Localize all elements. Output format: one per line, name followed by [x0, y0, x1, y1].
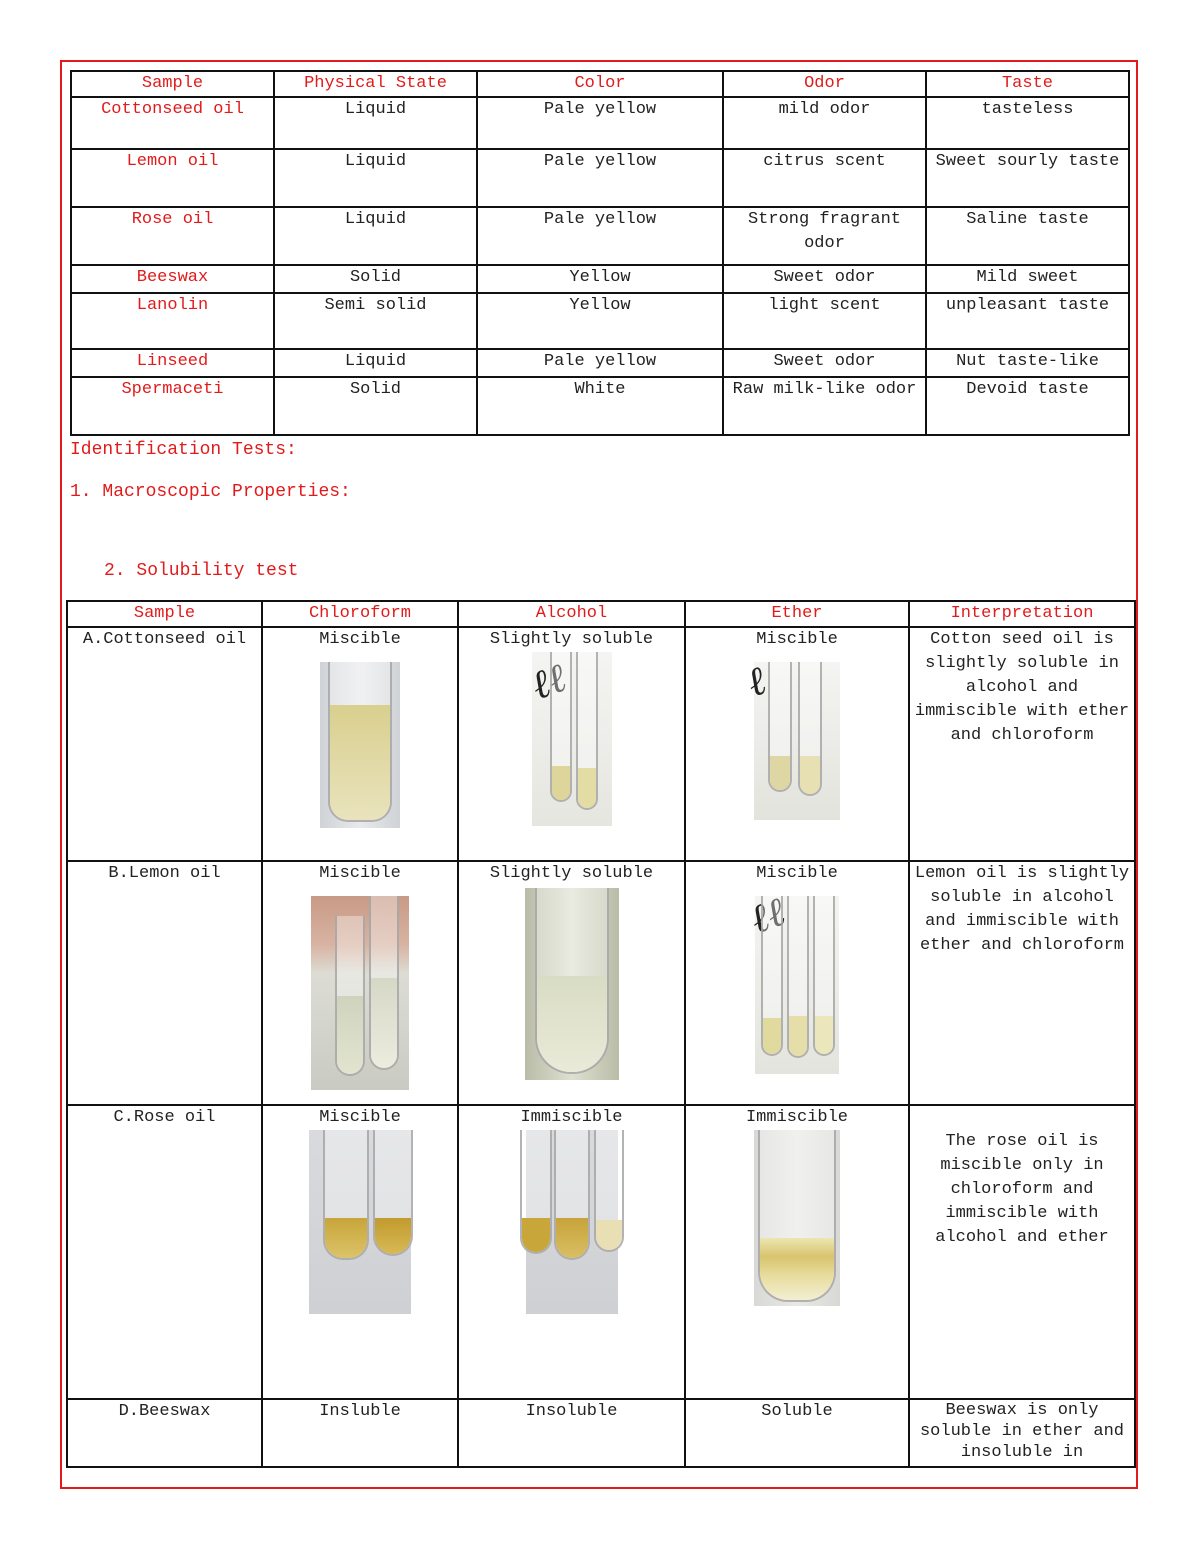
physical-state-cell: Liquid — [274, 149, 477, 207]
test-tube-photo — [744, 888, 839, 1074]
solubility-test-heading: 2. Solubility test — [104, 561, 299, 581]
sample-name: Spermaceti — [71, 377, 274, 435]
test-tube-photo — [525, 888, 619, 1080]
alcohol-result: Immiscible — [520, 1108, 623, 1127]
table-row — [67, 627, 1135, 861]
interpretation-cell: Lemon oil is slightly soluble in alcohol and immiscible with ether and chloroform — [909, 861, 1135, 1105]
header-chloroform: Chloroform — [262, 601, 458, 627]
chloroform-result: Miscible — [319, 864, 401, 883]
handwritten-mark: ℓℓ — [524, 654, 572, 710]
color-cell: Pale yellow — [477, 149, 723, 207]
ether-result: Immiscible — [745, 1108, 849, 1127]
table-row — [71, 97, 1129, 149]
interpretation-cell — [909, 1105, 1135, 1399]
table-row — [67, 1105, 1135, 1399]
ether-result: Miscible — [756, 630, 838, 649]
table-row — [71, 207, 1129, 265]
alcohol-cell — [458, 627, 685, 861]
chloroform-cell — [262, 1105, 458, 1399]
test-tube-photo — [309, 1130, 411, 1314]
header-interpretation: Interpretation — [909, 601, 1135, 627]
odor-cell: Sweet odor — [723, 265, 926, 293]
solubility-header-row — [67, 601, 1135, 627]
sample-name: Beeswax — [71, 265, 274, 293]
interpretation-cell: Beeswax is only soluble in ether and insoluble in — [909, 1399, 1135, 1467]
physical-state-cell: Solid — [274, 265, 477, 293]
table-row — [71, 293, 1129, 349]
ether-cell — [685, 1105, 909, 1399]
taste-cell: Nut taste-like — [926, 349, 1129, 377]
taste-cell: tasteless — [926, 97, 1129, 149]
table-row — [67, 861, 1135, 1105]
odor-cell: Sweet odor — [723, 349, 926, 377]
table-row — [71, 265, 1129, 293]
color-cell: Yellow — [477, 265, 723, 293]
interpretation-cell: Cotton seed oil is slightly soluble in alcohol and immiscible with ether and chloroform — [909, 627, 1135, 861]
alcohol-result: Slightly soluble — [489, 864, 654, 883]
interpretation-text: The rose oil is miscible only in chloroform and immiscible with alcohol and ether — [935, 1132, 1109, 1247]
handwritten-mark: ℓℓ — [744, 888, 792, 944]
sample-name: Cottonseed oil — [71, 97, 274, 149]
physical-state-cell: Solid — [274, 377, 477, 435]
chloroform-cell: Insluble — [262, 1399, 458, 1467]
ether-cell — [685, 627, 909, 861]
physical-state-cell: Liquid — [274, 97, 477, 149]
sample-name: A.Cottonseed oil — [67, 627, 262, 861]
taste-cell: Sweet sourly taste — [926, 149, 1129, 207]
odor-cell: mild odor — [723, 97, 926, 149]
table-row — [71, 377, 1129, 435]
taste-cell: Devoid taste — [926, 377, 1129, 435]
odor-cell: light scent — [723, 293, 926, 349]
ether-cell: Soluble — [685, 1399, 909, 1467]
sample-name: Linseed — [71, 349, 274, 377]
color-cell: White — [477, 377, 723, 435]
header-odor: Odor — [723, 71, 926, 97]
sample-name: Rose oil — [71, 207, 274, 265]
header-sample: Sample — [71, 71, 274, 97]
color-cell: Pale yellow — [477, 207, 723, 265]
table-row — [71, 349, 1129, 377]
solubility-table — [66, 600, 1136, 1468]
test-tube-photo — [320, 662, 400, 828]
alcohol-cell: Insoluble — [458, 1399, 685, 1467]
physical-state-cell: Liquid — [274, 349, 477, 377]
odor-cell: Raw milk-like odor — [723, 377, 926, 435]
sample-name: C.Rose oil — [67, 1105, 262, 1399]
header-taste: Taste — [926, 71, 1129, 97]
sample-name: Lanolin — [71, 293, 274, 349]
physical-state-cell: Liquid — [274, 207, 477, 265]
sample-name: D.Beeswax — [67, 1399, 262, 1467]
ether-cell — [685, 861, 909, 1105]
header-sample: Sample — [67, 601, 262, 627]
properties-table — [70, 70, 1130, 436]
taste-cell: Mild sweet — [926, 265, 1129, 293]
test-tube-photo — [754, 1130, 840, 1306]
header-color: Color — [477, 71, 723, 97]
color-cell: Pale yellow — [477, 97, 723, 149]
physical-state-cell: Semi solid — [274, 293, 477, 349]
sample-name: B.Lemon oil — [67, 861, 262, 1105]
header-alcohol: Alcohol — [458, 601, 685, 627]
handwritten-mark: ℓ — [740, 657, 773, 707]
chloroform-cell — [262, 861, 458, 1105]
test-tube-photo — [524, 652, 612, 826]
table-row — [71, 149, 1129, 207]
chloroform-cell — [262, 627, 458, 861]
test-tube-photo — [526, 1130, 618, 1314]
properties-header-row — [71, 71, 1129, 97]
chloroform-result: Miscible — [319, 1108, 401, 1127]
header-ether: Ether — [685, 601, 909, 627]
header-physical-state: Physical State — [274, 71, 477, 97]
table-row — [67, 1399, 1135, 1467]
test-tube-photo — [311, 896, 409, 1090]
ether-result: Miscible — [756, 864, 838, 883]
macroscopic-properties-heading: 1. Macroscopic Properties: — [70, 482, 351, 502]
odor-cell: Strong fragrant odor — [723, 207, 926, 265]
alcohol-result: Slightly soluble — [489, 630, 654, 649]
alcohol-cell — [458, 1105, 685, 1399]
chloroform-result: Miscible — [319, 630, 401, 649]
color-cell: Pale yellow — [477, 349, 723, 377]
identification-tests-heading: Identification Tests: — [70, 440, 297, 460]
odor-cell: citrus scent — [723, 149, 926, 207]
taste-cell: unpleasant taste — [926, 293, 1129, 349]
sample-name: Lemon oil — [71, 149, 274, 207]
color-cell: Yellow — [477, 293, 723, 349]
test-tube-photo — [740, 657, 840, 820]
taste-cell: Saline taste — [926, 207, 1129, 265]
alcohol-cell — [458, 861, 685, 1105]
